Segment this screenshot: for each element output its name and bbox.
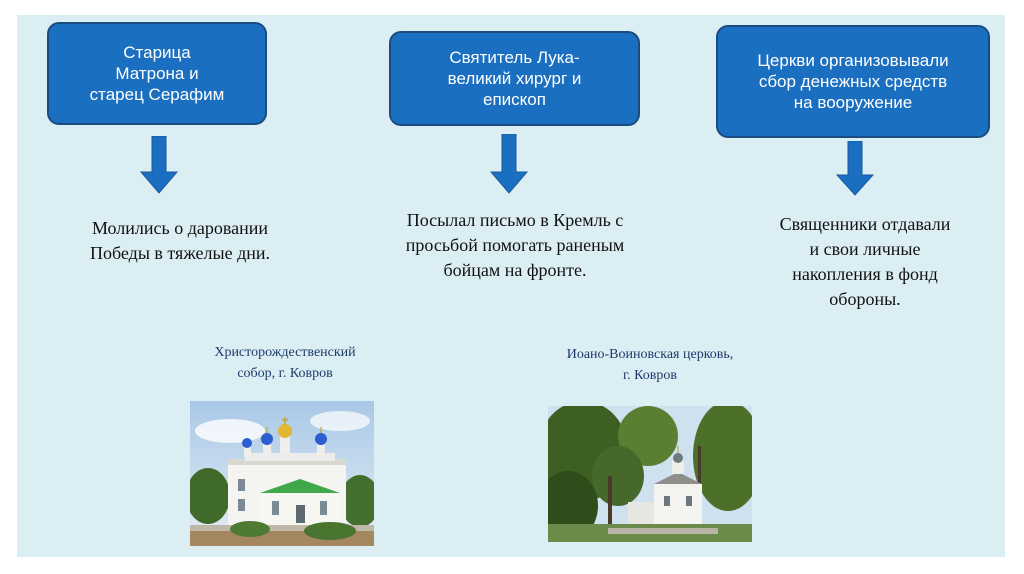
cathedral-photo: [190, 401, 374, 546]
description-matrona-serafim: Молились о даровании Победы в тяжелые дни.: [89, 218, 270, 263]
photo-caption-church: Иоано-Воиновская церковь, г. Ковров: [566, 347, 734, 383]
down-arrow-icon: [836, 141, 874, 196]
box-luka: Святитель Лука- великий хирург и епископ: [389, 31, 640, 126]
photo-caption-cathedral: Христорождественский собор, г. Ковров: [214, 345, 356, 381]
church-photo: [548, 406, 752, 542]
description-churches: Священники отдавали и свои личные накопления в фонд обороны.: [779, 214, 951, 309]
description-luka: Посылал письмо в Кремль с просьбой помогать раненым бойцам на фронте.: [405, 210, 625, 280]
down-arrow-icon: [140, 136, 178, 194]
box-matrona-serafim: Старица Матрона и старец Серафим: [47, 22, 267, 125]
box-churches: Церкви организовывали сбор денежных средств на вооружение: [716, 25, 990, 138]
down-arrow-icon: [490, 134, 528, 194]
